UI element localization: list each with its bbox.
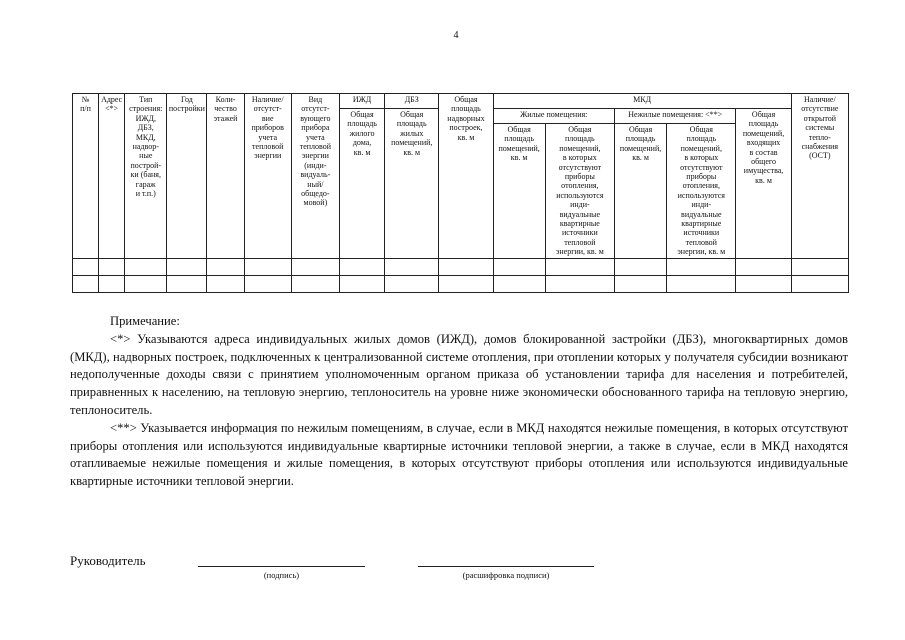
header-missing-meter-type: Вид отсутст- вующего прибора учета тепловой энергии (инди- видуаль- ный/ общедо- мовой) xyxy=(291,94,339,259)
signature-line xyxy=(198,566,365,567)
header-dbz: ДБЗ xyxy=(385,94,439,109)
header-mkd: МКД xyxy=(493,94,791,109)
header-residential: Жилые помещения: xyxy=(493,109,614,124)
table-row xyxy=(73,275,849,292)
note-address: <*> Указываются адреса индивидуальных жилых домов (ИЖД), домов блокированной застройки (ДБЗ), многоквартирных домов (МКД), надворных построек, подключенных к централизованной системе отопления, при отоплении которых у получателя субсидии возникают недополученные доходы связи с принятием уполномоченным органом приказа об установлении тарифа для населения и потребителей, приравненных к населению, на тепловую энергию, теплоноситель на уровне ниже экономически обоснованного тарифа на тепловую энергию, теплоноситель. xyxy=(70,331,848,417)
signature-caption: (подпись) xyxy=(263,570,300,580)
table-row xyxy=(73,258,849,275)
header-nonresidential-no-heating: Общая площадь помещений, в которых отсутствуют приборы отопления, используются инди- видуальные квартирные источники тепловой энергии, кв. м xyxy=(667,124,736,259)
header-izhd: ИЖД xyxy=(339,94,384,109)
header-izhd-area: Общая площадь жилого дома, кв. м xyxy=(339,109,384,259)
header-floors: Коли- чество этажей xyxy=(207,94,244,259)
signature-role: Руководитель xyxy=(70,553,146,568)
note-nonresidential: <**> Указывается информация по нежилым помещениям, в случае, если в МКД находятся нежилые помещения, в которых отсутствуют приборы отопления или используются индивидуальные квартирные источники тепловой энергии, а также в случае, если в МКД находятся отапливаемые нежилые помещения и жилые помещения, в которых отсутствуют приборы отопления или используются индивидуальные квартирные источники тепловой энергии. xyxy=(70,420,848,489)
subsidy-table xyxy=(72,93,849,293)
header-number: № п/п xyxy=(73,94,99,259)
header-dbz-area: Общая площадь жилых помещений, кв. м xyxy=(385,109,439,259)
header-residential-area: Общая площадь помещений, кв. м xyxy=(493,124,545,259)
notes-section xyxy=(70,313,848,491)
signature-decoding-line xyxy=(418,566,594,567)
header-building-type: Тип строения: ИЖД, ДБЗ, МКД, надвор- ные построй- ки (баня, гараж и т.п.) xyxy=(125,94,167,259)
notes-title: Примечание: xyxy=(110,314,180,328)
header-common-property-area: Общая площадь помещений, входящих в состав общего имущества, кв. м xyxy=(736,109,791,259)
header-nonresidential-area: Общая площадь помещений, кв. м xyxy=(614,124,666,259)
header-meter-presence: Наличие/ отсутст- вие приборов учета тепловой энергии xyxy=(244,94,291,259)
header-year-built: Год постройки xyxy=(167,94,207,259)
signature-decoding-caption: (расшифровка подписи) xyxy=(462,570,550,580)
header-residential-no-heating: Общая площадь помещений, в которых отсутствуют приборы отопления, используются инди- видуальные квартирные источники тепловой энергии, кв. м xyxy=(545,124,614,259)
header-open-system: Наличие/ отсутствие открытой системы тепло- снабжения (ОСТ) xyxy=(791,94,848,259)
header-address: Адрес <*> xyxy=(99,94,125,259)
header-nonresidential: Нежилые помещения: <**> xyxy=(614,109,735,124)
header-outbuildings-area: Общая площадь надворных построек, кв. м xyxy=(439,94,493,259)
page-number: 4 xyxy=(453,30,459,41)
signature-block xyxy=(70,553,848,593)
